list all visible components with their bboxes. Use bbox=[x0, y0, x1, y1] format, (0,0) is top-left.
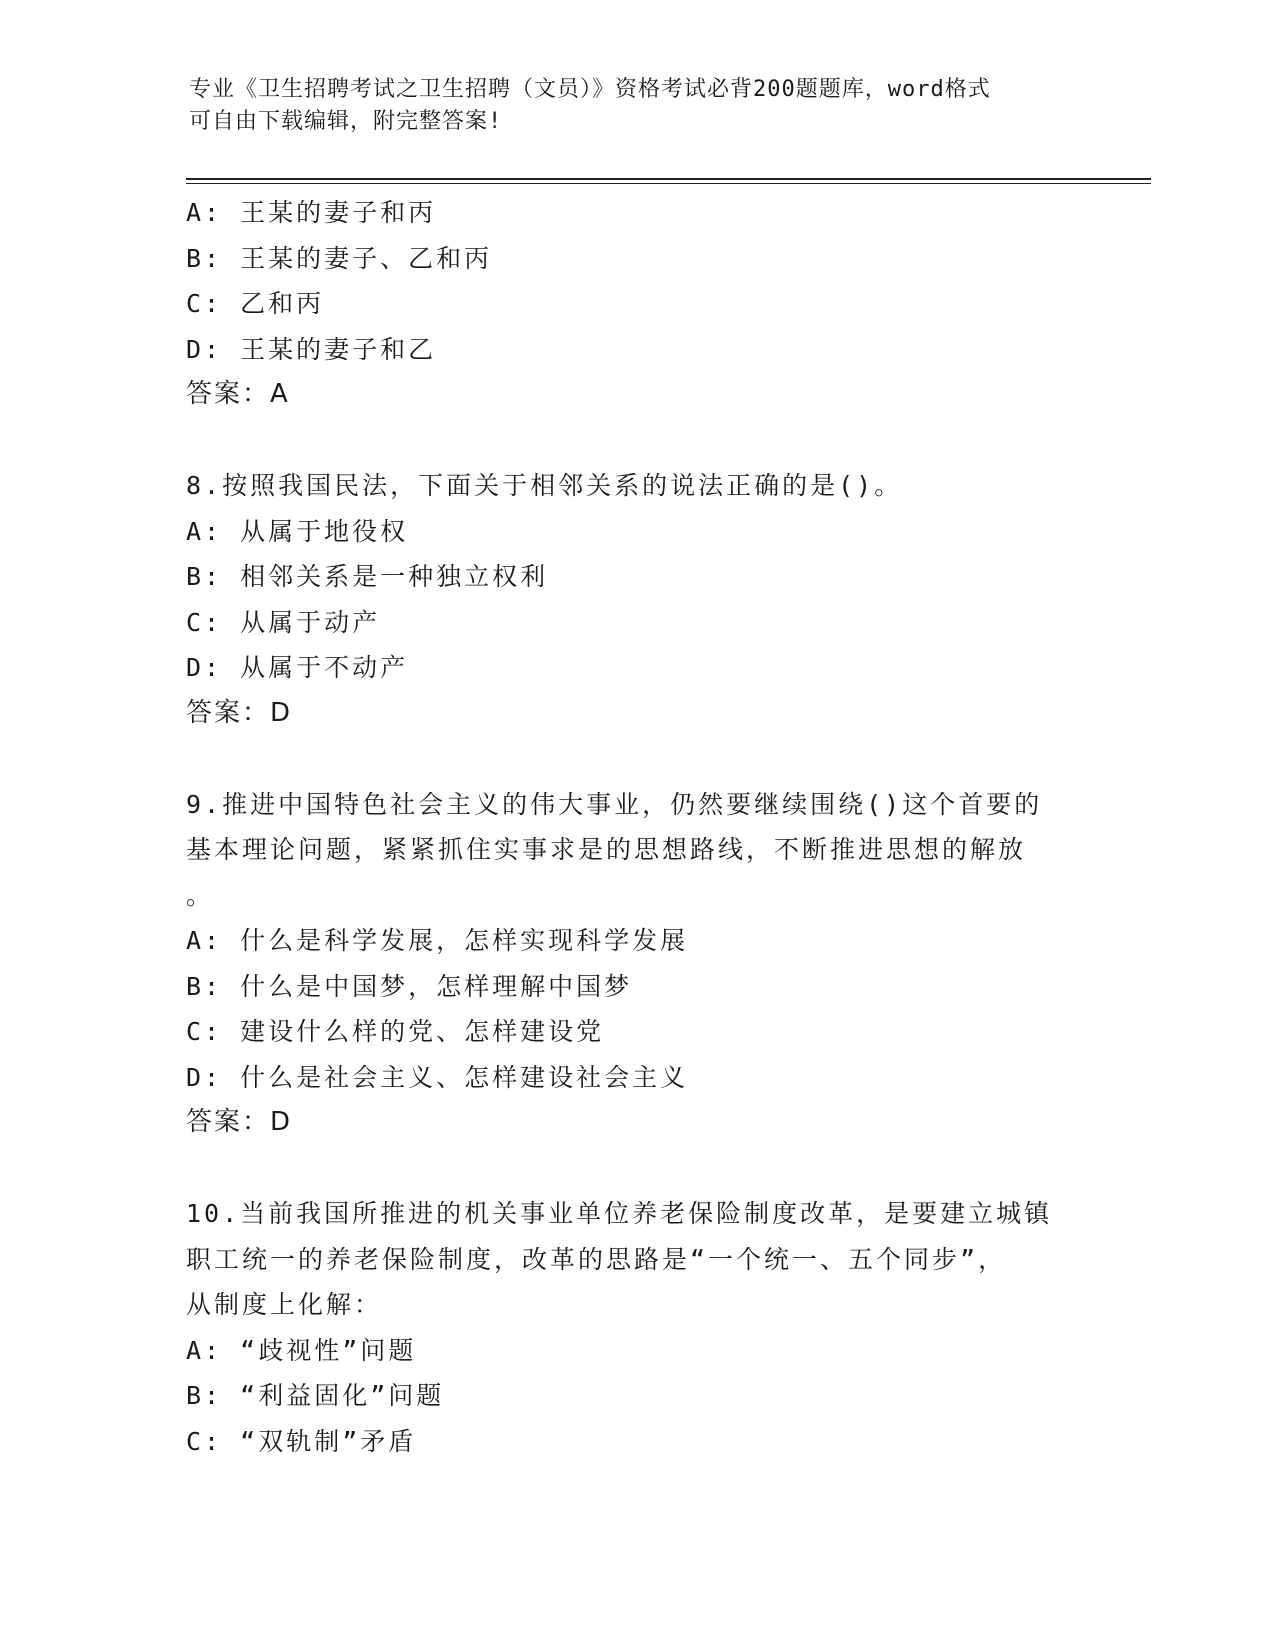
answer: 答案：D bbox=[186, 1107, 293, 1137]
question-10 bbox=[186, 1191, 1086, 1464]
option-a: A: 什么是科学发展，怎样实现科学发展 bbox=[186, 926, 689, 955]
question-stem-line-2: 职工统一的养老保险制度，改革的思路是“一个统一、五个同步”， bbox=[186, 1244, 1007, 1274]
option-d: D: 王某的妻子和乙 bbox=[186, 334, 437, 364]
option-c: C: 建设什么样的党、怎样建设党 bbox=[186, 1017, 605, 1046]
question-stem-line-3: 从制度上化解： bbox=[186, 1290, 383, 1319]
question-stem: 8.按照我国民法，下面关于相邻关系的说法正确的是()。 bbox=[186, 471, 903, 500]
spacer bbox=[186, 418, 1086, 464]
option-b: B: 相邻关系是一种独立权利 bbox=[186, 562, 549, 591]
option-a: A: 从属于地役权 bbox=[186, 516, 409, 546]
spacer bbox=[186, 736, 1086, 782]
option-c: C: 从属于动产 bbox=[186, 607, 381, 637]
option-d: D: 从属于不动产 bbox=[186, 653, 409, 682]
option-c: C: 乙和丙 bbox=[186, 289, 325, 318]
question-8 bbox=[186, 463, 1086, 736]
question-list bbox=[186, 190, 1086, 1464]
question-9 bbox=[186, 782, 1086, 1146]
answer: 答案：A bbox=[186, 379, 290, 409]
question-7 bbox=[186, 190, 1086, 418]
option-a: A: “歧视性”问题 bbox=[186, 1335, 417, 1365]
option-a: A: 王某的妻子和丙 bbox=[186, 198, 437, 227]
answer: 答案：D bbox=[186, 697, 293, 728]
option-b: B: 什么是中国梦，怎样理解中国梦 bbox=[186, 971, 633, 1001]
header-line-2: 可自由下载编辑，附完整答案! bbox=[189, 109, 503, 134]
question-stem-line-3: 。 bbox=[186, 880, 215, 910]
header-divider-thin bbox=[186, 183, 1151, 184]
header-divider-thick bbox=[186, 178, 1151, 180]
option-d: D: 什么是社会主义、怎样建设社会主义 bbox=[186, 1062, 689, 1092]
document-header bbox=[189, 74, 1069, 138]
option-c: C: “双轨制”矛盾 bbox=[186, 1426, 417, 1456]
header-line-1: 专业《卫生招聘考试之卫生招聘（文员）》资格考试必背200题题库，word格式 bbox=[189, 77, 991, 102]
option-b: B: “利益固化”问题 bbox=[186, 1381, 445, 1410]
spacer bbox=[186, 1146, 1086, 1192]
question-stem-line-1: 10.当前我国所推进的机关事业单位养老保险制度改革，是要建立城镇 bbox=[186, 1199, 1053, 1228]
question-stem-line-1: 9.推进中国特色社会主义的伟大事业，仍然要继续围绕()这个首要的 bbox=[186, 789, 1043, 819]
option-b: B: 王某的妻子、乙和丙 bbox=[186, 243, 493, 273]
question-stem-line-2: 基本理论问题，紧紧抓住实事求是的思想路线，不断推进思想的解放 bbox=[186, 835, 1027, 864]
